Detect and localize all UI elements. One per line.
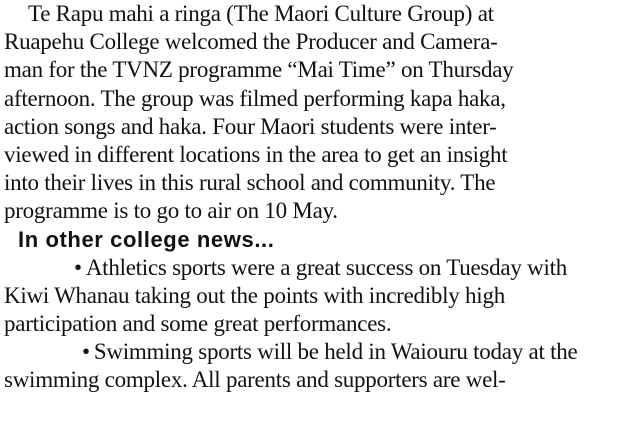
paragraph-line: action songs and haka. Four Maori students were inter-	[4, 113, 497, 139]
paragraph-line: Te Rapu mahi a ringa (The Maori Culture Group) at	[28, 1, 494, 26]
bullet-item-swimming	[4, 338, 610, 394]
intro-paragraph	[4, 0, 610, 226]
article-column	[4, 0, 610, 395]
bullet-icon: •	[82, 339, 90, 365]
bullet-first-line	[4, 254, 610, 282]
paragraph-line: afternoon. The group was filmed performing kapa haka,	[4, 85, 506, 111]
paragraph-line: into their lives in this rural school and community. The	[4, 170, 496, 196]
paragraph-line: programme is to go to air on 10 May.	[4, 198, 338, 224]
paragraph-line: viewed in different locations in the area to get an insight	[4, 141, 508, 167]
paragraph-line: man for the TVNZ programme “Mai Time” on Thursday	[4, 57, 514, 83]
bullet-first-line	[4, 338, 610, 366]
paragraph-line: Ruapehu College welcomed the Producer and Camera-	[4, 29, 498, 55]
bullet-text: Athletics sports were a great success on Tuesday with	[85, 254, 567, 280]
section-heading: In other college news...	[18, 226, 275, 252]
bullet-line: Kiwi Whanau taking out the points with incredibly high	[4, 282, 505, 308]
bullet-text: Swimming sports will be held in Waiouru today at the	[93, 339, 578, 365]
bullet-line: swimming complex. All parents and supporters are wel-	[4, 367, 506, 393]
bullet-line: participation and some great performances.	[4, 311, 392, 337]
bullet-item-athletics	[4, 254, 610, 339]
bullet-icon: •	[74, 254, 82, 280]
